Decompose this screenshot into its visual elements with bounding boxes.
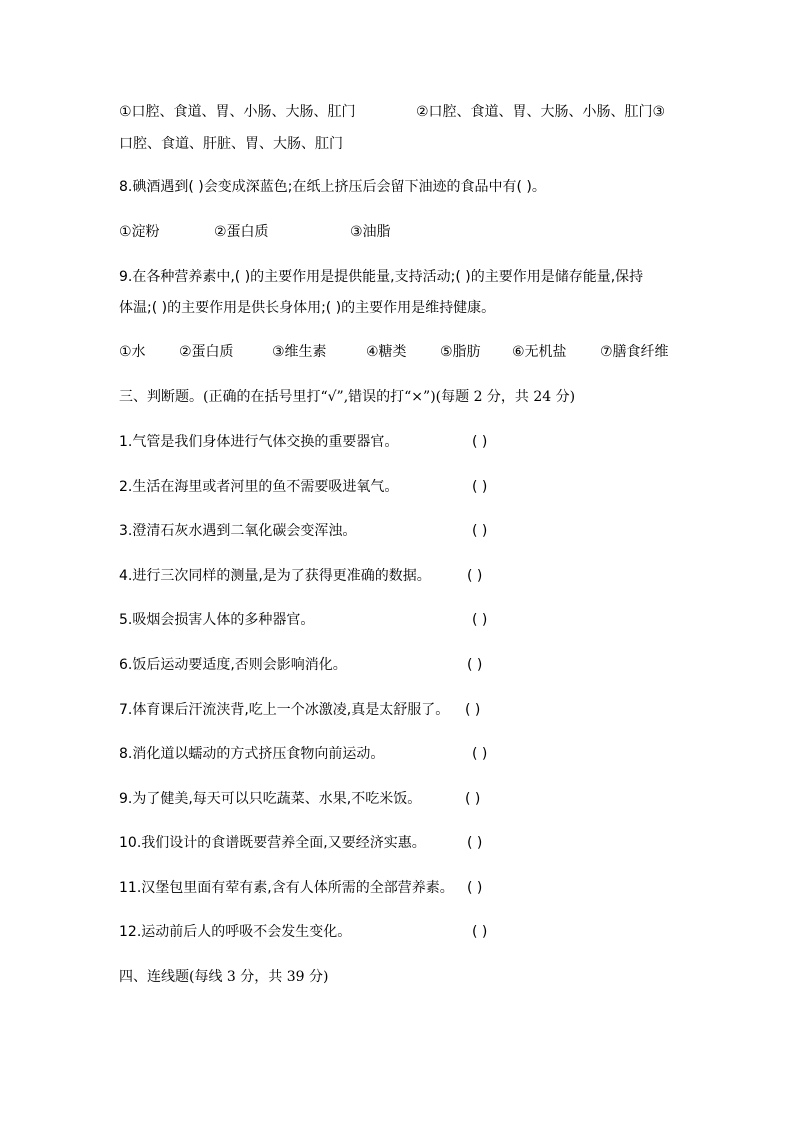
q9-option-1: ①水 (119, 344, 146, 360)
judgment-8-text: 8.消化道以蠕动的方式挤压食物向前运动。 (119, 746, 385, 762)
judgment-4-text: 4.进行三次同样的测量,是为了获得更准确的数据。 (119, 568, 431, 584)
q7-option-1: ①口腔、食道、胃、小肠、大肠、肛门 (119, 104, 356, 120)
judgment-1-answer-paren[interactable]: ( ) (472, 434, 488, 450)
judgment-11-answer-paren[interactable]: ( ) (467, 880, 483, 896)
section-4-title: 四、连线题(每线 3 分，共 39 分) (119, 969, 329, 985)
q9-option-7: ⑦膳食纤维 (600, 344, 669, 360)
judgment-7-answer-paren[interactable]: ( ) (465, 702, 481, 718)
judgment-9-text: 9.为了健美,每天可以只吃蔬菜、水果,不吃米饭。 (119, 791, 422, 807)
q8-stem: 8.碘酒遇到( )会变成深蓝色;在纸上挤压后会留下油迹的食品中有( )。 (119, 179, 546, 195)
judgment-10-answer-paren[interactable]: ( ) (467, 835, 483, 851)
judgment-2-text: 2.生活在海里或者河里的鱼不需要吸进氧气。 (119, 479, 399, 495)
judgment-10-text: 10.我们设计的食谱既要营养全面,又要经济实惠。 (119, 835, 426, 851)
q9-option-5: ⑤脂肪 (440, 344, 481, 360)
judgment-6-text: 6.饭后运动要适度,否则会影响消化。 (119, 657, 347, 673)
judgment-9-answer-paren[interactable]: ( ) (465, 791, 481, 807)
q8-option-3: ③油脂 (350, 224, 391, 240)
q8-option-2: ②蛋白质 (214, 224, 269, 240)
judgment-8-answer-paren[interactable]: ( ) (472, 746, 488, 762)
q9-stem-line1: 9.在各种营养素中,( )的主要作用是提供能量,支持活动;( )的主要作用是储存能量,保持 (119, 269, 644, 285)
q9-option-6: ⑥无机盐 (512, 344, 567, 360)
judgment-4-answer-paren[interactable]: ( ) (467, 568, 483, 584)
q9-option-2: ②蛋白质 (179, 344, 234, 360)
judgment-12-answer-paren[interactable]: ( ) (472, 924, 488, 940)
q7-option-3: 口腔、食道、肝脏、胃、大肠、肛门 (119, 136, 343, 152)
q9-option-3: ③维生素 (272, 344, 327, 360)
judgment-6-answer-paren[interactable]: ( ) (467, 657, 483, 673)
q9-stem-line2: 体温;( )的主要作用是供长身体用;( )的主要作用是维持健康。 (119, 300, 496, 316)
judgment-7-text: 7.体育课后汗流浃背,吃上一个冰激凌,真是太舒服了。 (119, 702, 450, 718)
judgment-3-text: 3.澄清石灰水遇到二氧化碳会变浑浊。 (119, 523, 357, 539)
judgment-1-text: 1.气管是我们身体进行气体交换的重要器官。 (119, 434, 399, 450)
judgment-5-answer-paren[interactable]: ( ) (472, 612, 488, 628)
judgment-11-text: 11.汉堡包里面有荤有素,含有人体所需的全部营养素。 (119, 880, 454, 896)
section-3-title: 三、判断题。(正确的在括号里打“√”,错误的打“×”)(每题 2 分，共 24 分) (119, 389, 576, 405)
q9-option-4: ④糖类 (366, 344, 407, 360)
judgment-2-answer-paren[interactable]: ( ) (472, 479, 488, 495)
q8-option-1: ①淀粉 (119, 224, 160, 240)
q7-option-2: ②口腔、食道、胃、大肠、小肠、肛门③ (416, 104, 666, 120)
judgment-3-answer-paren[interactable]: ( ) (472, 523, 488, 539)
judgment-5-text: 5.吸烟会损害人体的多种器官。 (119, 612, 315, 628)
judgment-12-text: 12.运动前后人的呼吸不会发生变化。 (119, 924, 352, 940)
